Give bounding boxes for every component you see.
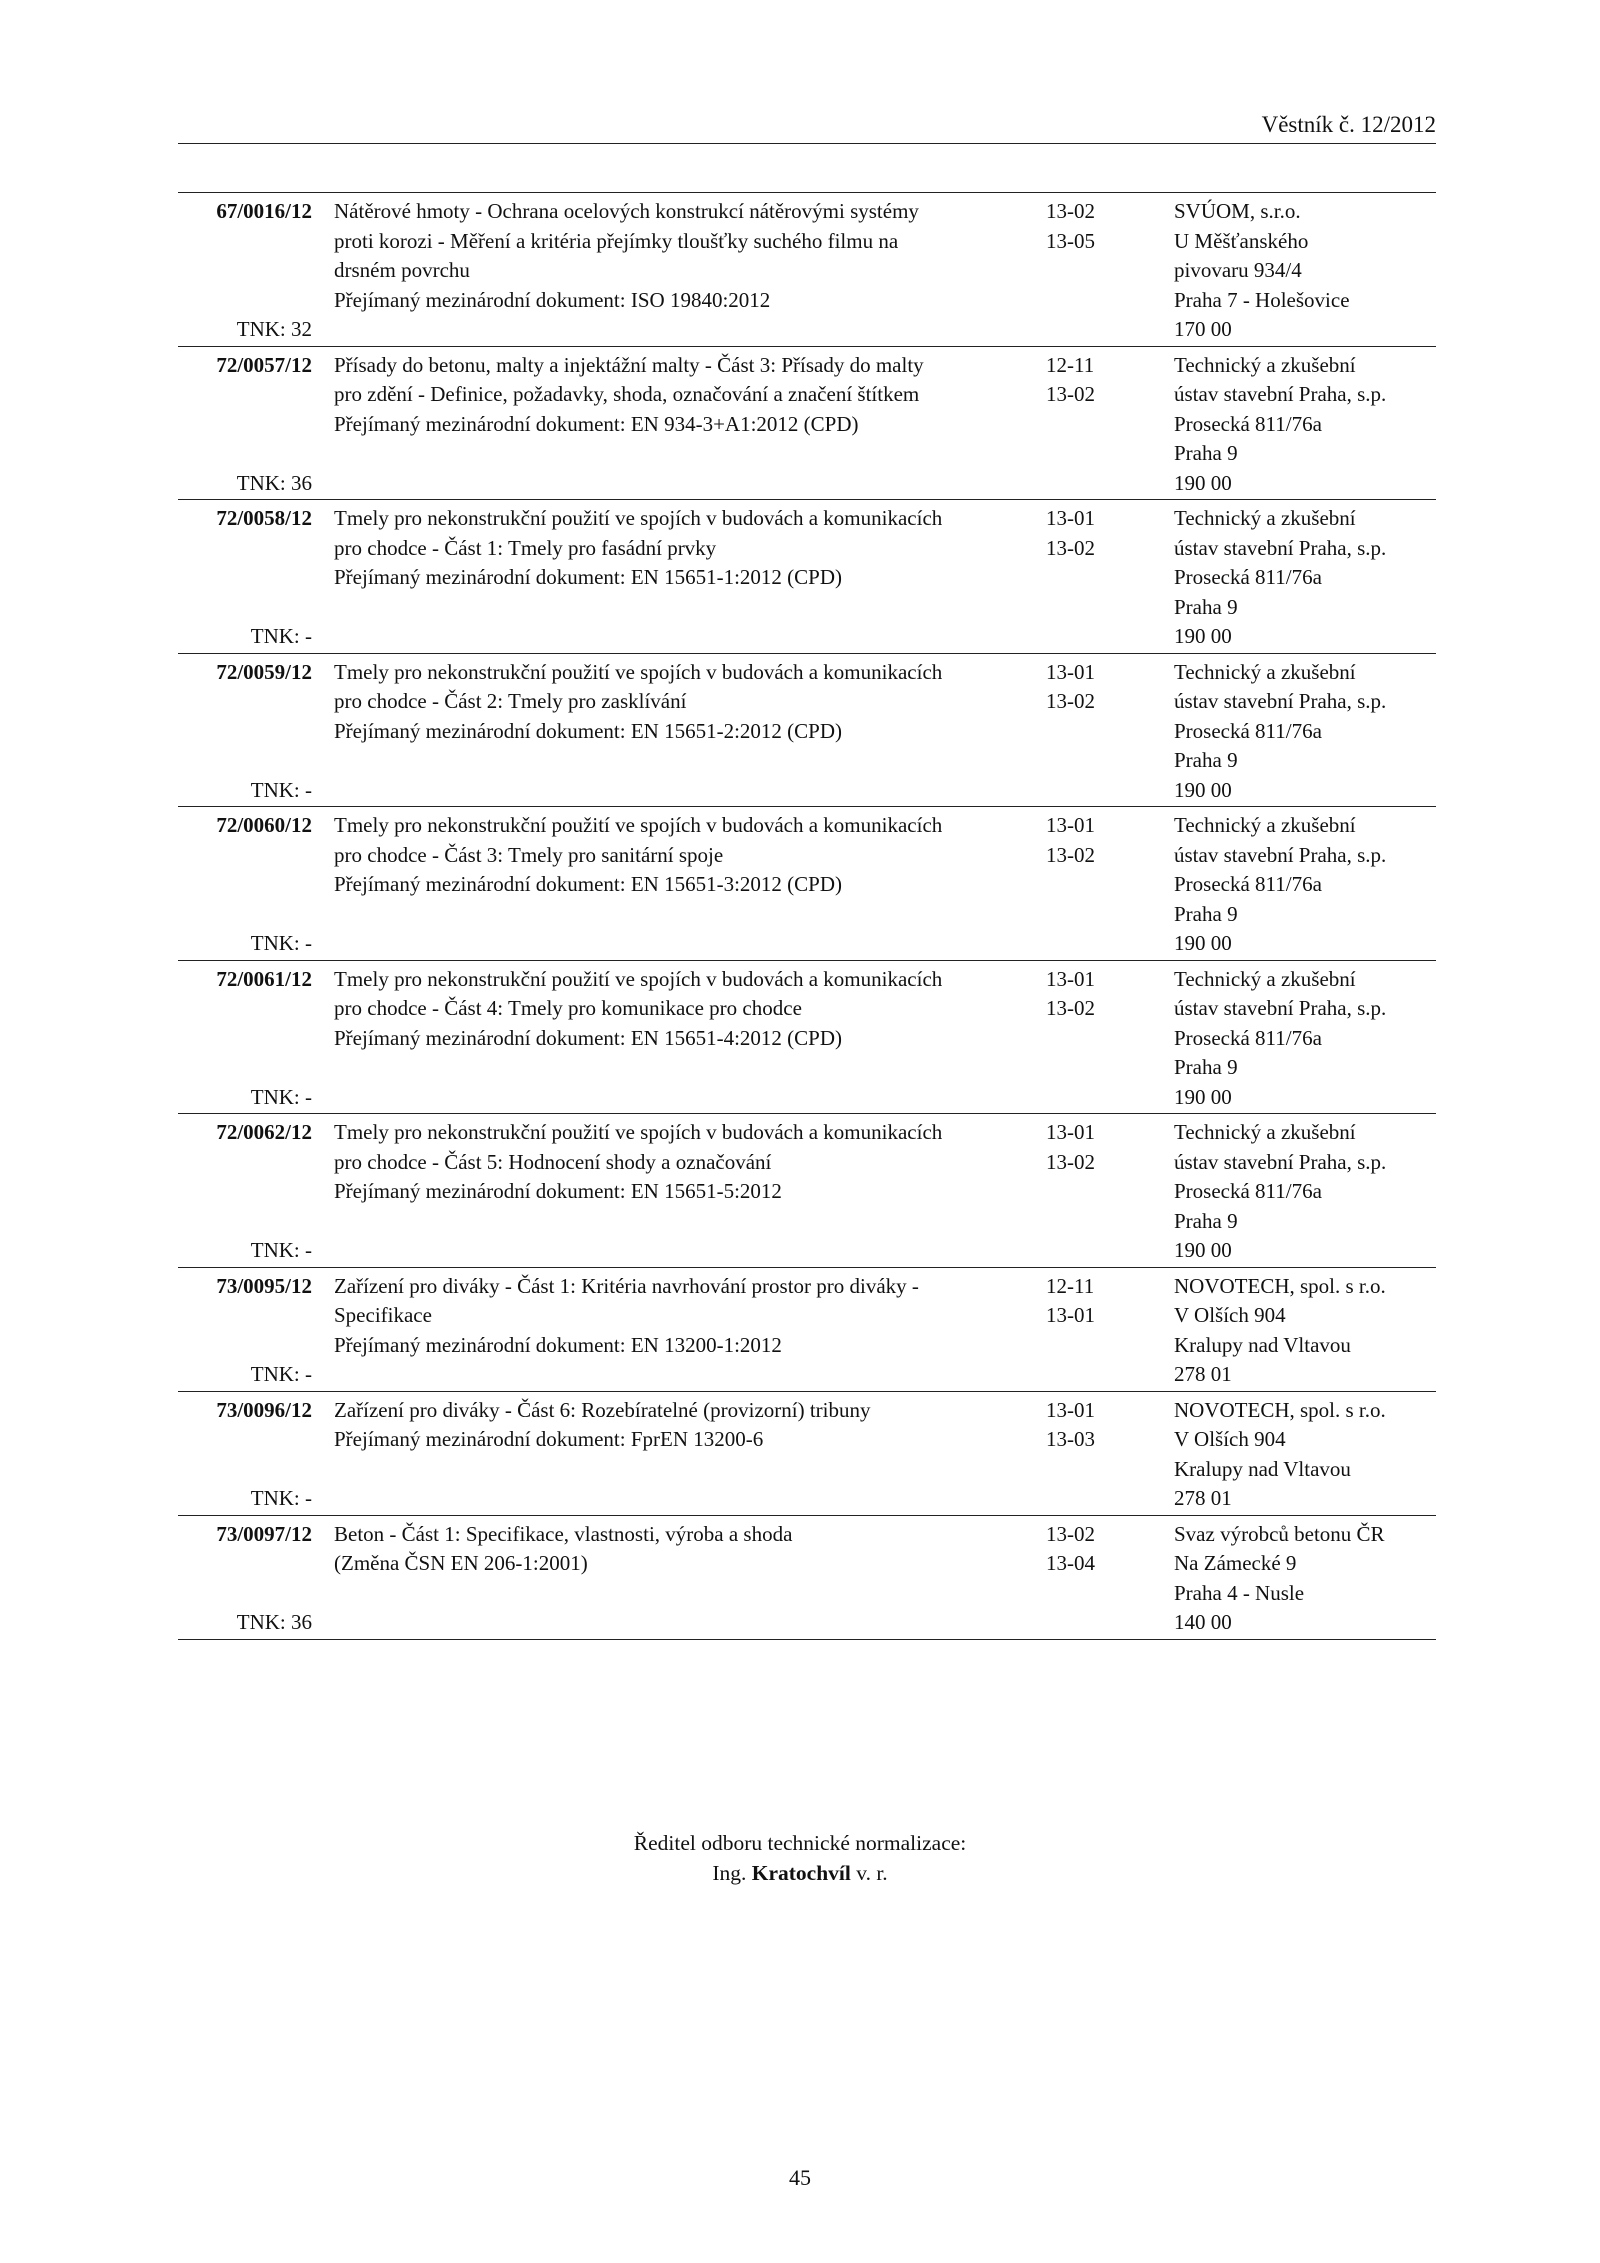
title-line: proti korozi - Měření a kritéria přejímky tloušťky suchého filmu na [334,228,899,253]
processor-address-line: ústav stavební Praha, s.p. [1174,996,1387,1020]
processor-address-line: 170 00 [1174,317,1232,341]
title-line: Zařízení pro diváky - Část 6: Rozebíratelné (provizorní) tribuny [334,1397,871,1422]
processor-address-line: Praha 9 [1174,1055,1238,1079]
title-line: Přejímaný mezinárodní dokument: EN 15651-4:2012 (CPD) [334,1025,843,1050]
processor-address-line: Prosecká 811/76a [1174,718,1322,743]
classification-code: 13-03 [1046,1427,1095,1451]
title-line: Přejímaný mezinárodní dokument: EN 15651-3:2012 (CPD) [334,872,843,896]
processor-address-line: Prosecká 811/76a [1174,565,1322,589]
classification-code: 13-02 [1046,1149,1095,1174]
table-row [178,193,1436,347]
processor-cell [1169,658,1436,806]
title-line: Přejímaný mezinárodní dokument: EN 15651-5:2012 [334,1179,782,1203]
classification-code: 13-01 [1046,966,1095,991]
processor-cell [1169,197,1436,345]
processor-address-line: ústav stavební Praha, s.p. [1174,842,1387,867]
standard-title-cell [312,1520,1042,1638]
processor-address-line: Praha 9 [1174,1208,1238,1233]
standard-number: 73/0096/12 [216,1397,312,1422]
processor-cell [1169,351,1436,499]
processor-address-line: NOVOTECH, spol. s r.o. [1174,1273,1386,1298]
title-line: Přejímaný mezinárodní dokument: EN 13200-1:2012 [334,1332,782,1357]
standard-title-cell [312,1396,1042,1514]
processor-address-line: Technický a zkušební [1174,966,1356,991]
standards-table [178,192,1436,1640]
processor-cell [1169,1272,1436,1390]
tnk-label: TNK: - [250,1486,312,1510]
standard-code-cell [178,965,312,1113]
standard-number: 72/0058/12 [216,506,312,530]
classification-cell [1042,1520,1169,1638]
signature-suffix: v. r. [856,1861,888,1885]
title-line: Tmely pro nekonstrukční použití ve spojích v budovách a komunikacích [334,659,943,684]
processor-address-line: pivovaru 934/4 [1174,258,1302,282]
classification-cell [1042,811,1169,959]
processor-address-line: Technický a zkušební [1174,659,1356,684]
title-line: Přejímaný mezinárodní dokument: EN 934-3+A1:2012 (CPD) [334,411,859,436]
processor-address-line: V Olších 904 [1174,1427,1286,1451]
standard-number: 67/0016/12 [216,199,312,223]
table-row [178,500,1436,654]
page-number: 45 [789,2165,811,2190]
processor-address-line: 278 01 [1174,1362,1232,1386]
classification-cell [1042,1272,1169,1390]
classification-code: 13-01 [1046,1397,1095,1422]
processor-address-line: Technický a zkušební [1174,352,1356,377]
standard-title-cell [312,965,1042,1113]
signature-prefix: Ing. [712,1861,747,1885]
processor-address-line: Technický a zkušební [1174,813,1356,837]
standard-code-cell [178,1272,312,1390]
processor-address-line: Praha 9 [1174,441,1238,465]
classification-code: 13-02 [1046,996,1095,1020]
standard-code-cell [178,504,312,652]
classification-cell [1042,1396,1169,1514]
title-line: Specifikace [334,1303,432,1327]
table-row [178,1268,1436,1392]
standard-title-cell [312,1272,1042,1390]
title-line: Tmely pro nekonstrukční použití ve spojích v budovách a komunikacích [334,813,943,837]
classification-cell [1042,965,1169,1113]
tnk-label: TNK: - [250,1084,312,1109]
signature-block [0,1828,1600,1888]
processor-address-line: Prosecká 811/76a [1174,872,1322,896]
tnk-label: TNK: 32 [236,317,312,341]
processor-address-line: Praha 9 [1174,748,1238,772]
processor-address-line: Technický a zkušební [1174,506,1356,530]
title-line: Nátěrové hmoty - Ochrana ocelových konstrukcí nátěrovými systémy [334,199,919,223]
classification-code: 13-02 [1046,535,1095,560]
title-line: Přejímaný mezinárodní dokument: EN 15651-1:2012 (CPD) [334,565,843,589]
classification-code: 13-02 [1046,689,1095,713]
table-row [178,961,1436,1115]
table-row [178,1114,1436,1268]
standard-number: 72/0062/12 [216,1120,312,1144]
standard-code-cell [178,1520,312,1638]
classification-code: 13-04 [1046,1551,1095,1575]
processor-cell [1169,1396,1436,1514]
title-line: drsném povrchu [334,258,470,282]
processor-address-line: Praha 7 - Holešovice [1174,287,1350,312]
classification-code: 13-01 [1046,1120,1095,1144]
processor-cell [1169,1520,1436,1638]
classification-code: 13-01 [1046,659,1095,684]
standard-code-cell [178,1396,312,1514]
standard-title-cell [312,197,1042,345]
tnk-label: TNK: - [250,1238,312,1262]
processor-address-line: U Měšťanského [1174,228,1309,253]
classification-cell [1042,351,1169,499]
standard-title-cell [312,658,1042,806]
classification-code: 13-02 [1046,199,1095,223]
title-line: Přísady do betonu, malty a injektážní malty - Část 3: Přísady do malty [334,352,924,377]
processor-cell [1169,965,1436,1113]
classification-code: 12-11 [1046,352,1095,377]
standard-code-cell [178,1118,312,1266]
title-line: Tmely pro nekonstrukční použití ve spojích v budovách a komunikacích [334,966,943,991]
title-line: pro chodce - Část 4: Tmely pro komunikace pro chodce [334,996,802,1020]
processor-address-line: SVÚOM, s.r.o. [1174,199,1301,223]
bulletin-title: Věstník č. 12/2012 [1261,112,1436,137]
classification-code: 13-02 [1046,382,1095,406]
title-line: Beton - Část 1: Specifikace, vlastnosti, výroba a shoda [334,1521,793,1546]
classification-code: 13-01 [1046,1303,1095,1327]
title-line: Přejímaný mezinárodní dokument: ISO 19840:2012 [334,287,771,312]
standard-title-cell [312,811,1042,959]
classification-cell [1042,197,1169,345]
processor-address-line: NOVOTECH, spol. s r.o. [1174,1397,1386,1422]
classification-code: 13-05 [1046,228,1095,253]
standard-code-cell [178,351,312,499]
signature-name: Kratochvíl [751,1861,851,1885]
classification-code: 12-11 [1046,1273,1095,1298]
processor-address-line: ústav stavební Praha, s.p. [1174,382,1387,406]
processor-cell [1169,1118,1436,1266]
standard-number: 73/0095/12 [216,1273,312,1298]
standard-title-cell [312,504,1042,652]
table-row [178,654,1436,808]
tnk-label: TNK: - [250,1362,312,1386]
tnk-label: TNK: 36 [236,1610,312,1634]
processor-address-line: 190 00 [1174,470,1232,495]
title-line: Tmely pro nekonstrukční použití ve spojích v budovách a komunikacích [334,506,943,530]
table-row [178,1516,1436,1640]
title-line: pro chodce - Část 1: Tmely pro fasádní prvky [334,535,717,560]
classification-code: 13-02 [1046,842,1095,867]
processor-address-line: Prosecká 811/76a [1174,411,1322,436]
standard-title-cell [312,351,1042,499]
signature-title: Ředitel odboru technické normalizace: [633,1831,967,1855]
table-row [178,1392,1436,1516]
processor-address-line: Prosecká 811/76a [1174,1179,1322,1203]
processor-cell [1169,811,1436,959]
classification-code: 13-01 [1046,506,1095,530]
processor-address-line: Prosecká 811/76a [1174,1025,1322,1050]
standard-code-cell [178,811,312,959]
processor-address-line: 140 00 [1174,1610,1232,1634]
processor-address-line: Na Zámecké 9 [1174,1551,1297,1575]
processor-address-line: Kralupy nad Vltavou [1174,1456,1351,1481]
processor-address-line: 190 00 [1174,1238,1232,1262]
standard-number: 72/0060/12 [216,813,312,837]
table-row [178,807,1436,961]
signature-line [0,1858,1600,1888]
processor-address-line: Praha 9 [1174,594,1238,619]
processor-address-line: Praha 4 - Nusle [1174,1580,1305,1605]
standard-number: 72/0057/12 [216,352,312,377]
title-line: Zařízení pro diváky - Část 1: Kritéria navrhování prostor pro diváky - [334,1273,919,1298]
processor-address-line: 190 00 [1174,624,1232,648]
processor-address-line: 190 00 [1174,1084,1232,1109]
title-line: Tmely pro nekonstrukční použití ve spojích v budovách a komunikacích [334,1120,943,1144]
tnk-label: TNK: - [250,777,312,802]
processor-address-line: V Olších 904 [1174,1303,1286,1327]
processor-address-line: Praha 9 [1174,901,1238,926]
classification-cell [1042,504,1169,652]
processor-address-line: 190 00 [1174,931,1232,955]
processor-address-line: 278 01 [1174,1486,1232,1510]
title-line: pro zdění - Definice, požadavky, shoda, označování a značení štítkem [334,382,920,406]
standard-code-cell [178,658,312,806]
standard-number: 73/0097/12 [216,1521,312,1546]
classification-code: 13-02 [1046,1521,1095,1546]
standard-number: 72/0061/12 [216,966,312,991]
standard-title-cell [312,1118,1042,1266]
processor-cell [1169,504,1436,652]
processor-address-line: ústav stavební Praha, s.p. [1174,689,1387,713]
title-line: Přejímaný mezinárodní dokument: EN 15651-2:2012 (CPD) [334,718,843,743]
processor-address-line: Svaz výrobců betonu ČR [1174,1521,1385,1546]
tnk-label: TNK: - [250,931,312,955]
title-line: (Změna ČSN EN 206-1:2001) [334,1551,588,1575]
processor-address-line: 190 00 [1174,777,1232,802]
standard-code-cell [178,197,312,345]
title-line: pro chodce - Část 5: Hodnocení shody a označování [334,1149,772,1174]
title-line: pro chodce - Část 2: Tmely pro zasklívání [334,689,687,713]
classification-code: 13-01 [1046,813,1095,837]
standard-number: 72/0059/12 [216,659,312,684]
processor-address-line: Technický a zkušební [1174,1120,1356,1144]
classification-cell [1042,1118,1169,1266]
processor-address-line: Kralupy nad Vltavou [1174,1332,1351,1357]
processor-address-line: ústav stavební Praha, s.p. [1174,535,1387,560]
processor-address-line: ústav stavební Praha, s.p. [1174,1149,1387,1174]
tnk-label: TNK: - [250,624,312,648]
classification-cell [1042,658,1169,806]
title-line: pro chodce - Část 3: Tmely pro sanitární spoje [334,842,724,867]
page-header [178,110,1436,144]
tnk-label: TNK: 36 [236,470,312,495]
table-row [178,347,1436,501]
title-line: Přejímaný mezinárodní dokument: FprEN 13200-6 [334,1427,764,1451]
